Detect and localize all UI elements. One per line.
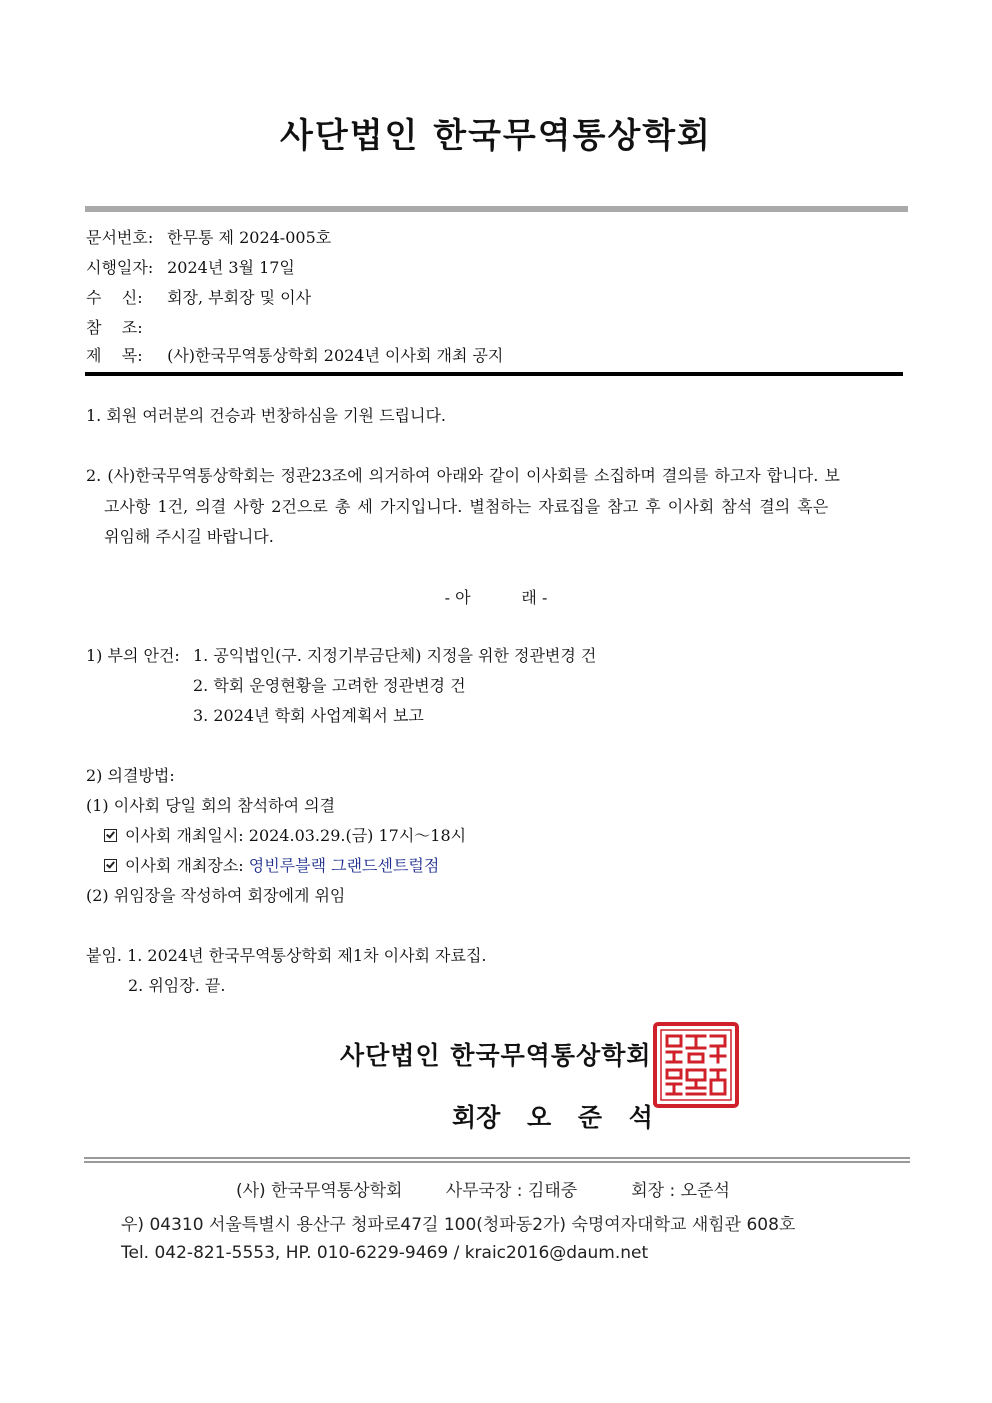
meeting-datetime-value: 2024.03.29.(금) 17시～18시 (248, 826, 467, 845)
date-value: 2024년 3월 17일 (167, 258, 295, 277)
official-seal-icon (653, 1022, 739, 1108)
meta-divider (85, 372, 903, 376)
agenda-item: 2. 학회 운영현황을 고려한 정관변경 건 (193, 676, 466, 695)
reference-label: 참 조: (86, 318, 143, 337)
header-divider (85, 206, 908, 212)
meeting-venue-row (104, 856, 439, 876)
signature-president: 회장 오 준 석 (452, 1103, 653, 1132)
attachment-line-2: 2. 위임장. 끝. (128, 976, 226, 995)
document-title: 사단법인 한국무역통상학회 (280, 116, 712, 156)
recipient-label: 수 신: (86, 288, 143, 307)
recipient-value: 회장, 부회장 및 이사 (167, 288, 312, 307)
subject-label: 제 목: (86, 346, 143, 365)
attachment-line-1: 붙임. 1. 2024년 한국무역통상학회 제1차 이사회 자료집. (86, 946, 487, 965)
date-label: 시행일자: (86, 258, 154, 277)
recipient-row (86, 288, 311, 308)
agenda-label: 1) 부의 안건: (86, 646, 180, 665)
meeting-datetime-label: 이사회 개최일시: (125, 826, 244, 845)
meeting-venue-value: 영빈루블랙 그랜드센트럴점 (248, 856, 440, 875)
checkbox-checked-icon (104, 859, 117, 872)
date-row (86, 258, 295, 278)
subject-value: (사)한국무역통상학회 2024년 이사회 개최 공지 (167, 346, 504, 365)
paragraph-2-line-2: 고사항 1건, 의결 사항 2건으로 총 세 가지입니다. 별첨하는 자료집을 참고 후 이사회 참석 결의 혹은 (104, 497, 829, 516)
footer-divider (84, 1161, 910, 1163)
footer-divider (84, 1157, 910, 1159)
paragraph-2-line-1: 2. (사)한국무역통상학회는 정관23조에 의거하여 아래와 같이 이사회를 소집하며 결의를 하고자 합니다. 보 (86, 466, 840, 485)
method-label: 2) 의결방법: (86, 766, 175, 785)
meeting-venue-label: 이사회 개최장소: (125, 856, 244, 875)
doc-number-value: 한무통 제 2024-005호 (167, 228, 332, 247)
meeting-datetime-row (104, 826, 466, 846)
notice-heading: - 아 래 - (444, 588, 548, 607)
footer-address: 우) 04310 서울특별시 용산구 청파로47길 100(청파동2가) 숙명여자대학교 새힘관 608호 (121, 1215, 796, 1235)
doc-number-label: 문서번호: (86, 228, 154, 247)
doc-number-row (86, 228, 331, 248)
reference-row (86, 318, 162, 338)
paragraph-2-line-3: 위임해 주시길 바랍니다. (104, 527, 274, 546)
footer-contacts: (사) 한국무역통상학회 사무국장 : 김태중 회장 : 오준석 (236, 1181, 730, 1201)
agenda-item: 1. 공익법인(구. 지정기부금단체) 지정을 위한 정관변경 건 (193, 646, 597, 665)
signature-organization: 사단법인 한국무역통상학회 (340, 1041, 652, 1070)
subject-row (86, 346, 503, 366)
footer-phone-email: Tel. 042-821-5553, HP. 010-6229-9469 / kraic2016@daum.net (121, 1243, 649, 1263)
method-option-1: (1) 이사회 당일 회의 참석하여 의결 (86, 796, 336, 815)
paragraph-1: 1. 회원 여러분의 건승과 번창하심을 기원 드립니다. (86, 406, 446, 425)
checkbox-checked-icon (104, 829, 117, 842)
agenda-item: 3. 2024년 학회 사업계획서 보고 (193, 706, 424, 725)
method-option-2: (2) 위임장을 작성하여 회장에게 위임 (86, 886, 346, 905)
